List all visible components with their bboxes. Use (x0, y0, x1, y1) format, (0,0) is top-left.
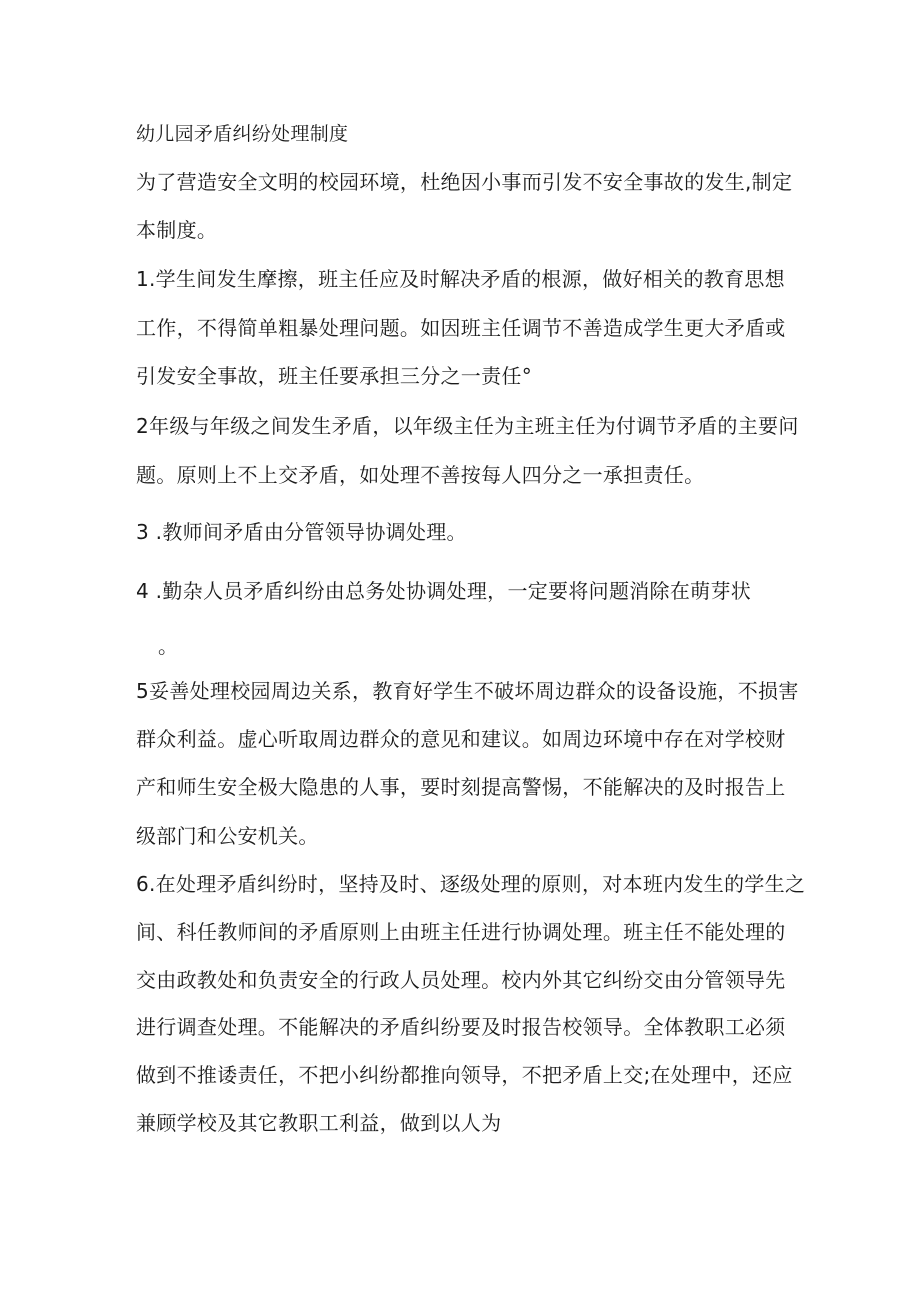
item4-line-2: 。 (158, 634, 179, 658)
item2-line-1: 2年级与年级之间发生矛盾，以年级主任为主班主任为付调节矛盾的主要问 (136, 414, 799, 438)
item2-line-2: 题。原则上不上交矛盾，如处理不善按每人四分之一承担责任。 (136, 463, 705, 487)
item6-line-5: 做到不推诿责任，不把小纠纷都推向领导，不把矛盾上交;在处理中，还应 (136, 1063, 793, 1087)
item5-line-2: 群众利益。虚心听取周边群众的意见和建议。如周边环境中存在对学校财 (136, 727, 786, 751)
item5-line-4: 级部门和公安机关。 (136, 824, 319, 848)
item6-line-6: 兼顾学校及其它教职工利益，做到以人为 (136, 1111, 502, 1135)
intro-line-2: 本制度。 (136, 218, 218, 242)
item5-line-1: 5妥善处理校园周边关系，教育好学生不破坏周边群众的设备设施，不损害 (136, 679, 799, 703)
item1-line-1: 1.学生间发生摩擦，班主任应及时解决矛盾的根源，做好相关的教育思想 (136, 267, 785, 291)
item6-line-1: 6.在处理矛盾纠纷时，坚持及时、逐级处理的原则，对本班内发生的学生之 (136, 872, 806, 896)
item1-line-3: 引发安全事故，班主任要承担三分之一责任° (136, 364, 532, 388)
item1-line-2: 工作，不得简单粗暴处理问题。如因班主任调节不善造成学生更大矛盾或 (136, 316, 786, 340)
item5-line-3: 产和师生安全极大隐患的人事，要时刻提高警惕，不能解决的及时报告上 (136, 775, 786, 799)
intro-line-1: 为了营造安全文明的校园环境，杜绝因小事而引发不安全事故的发生,制定 (136, 170, 793, 194)
item3-line-1: 3 .教师间矛盾由分管领导协调处理。 (136, 520, 467, 544)
document-title: 幼儿园矛盾纠纷处理制度 (136, 123, 349, 145)
item6-line-4: 进行调查处理。不能解决的矛盾纠纷要及时报告校领导。全体教职工必须 (136, 1015, 786, 1039)
item6-line-2: 间、科任教师间的矛盾原则上由班主任进行协调处理。班主任不能处理的 (136, 920, 786, 944)
item4-line-1: 4 .勤杂人员矛盾纠纷由总务处协调处理，一定要将问题消除在萌芽状 (136, 579, 752, 603)
item6-line-3: 交由政教处和负责安全的行政人员处理。校内外其它纠纷交由分管领导先 (136, 968, 786, 992)
